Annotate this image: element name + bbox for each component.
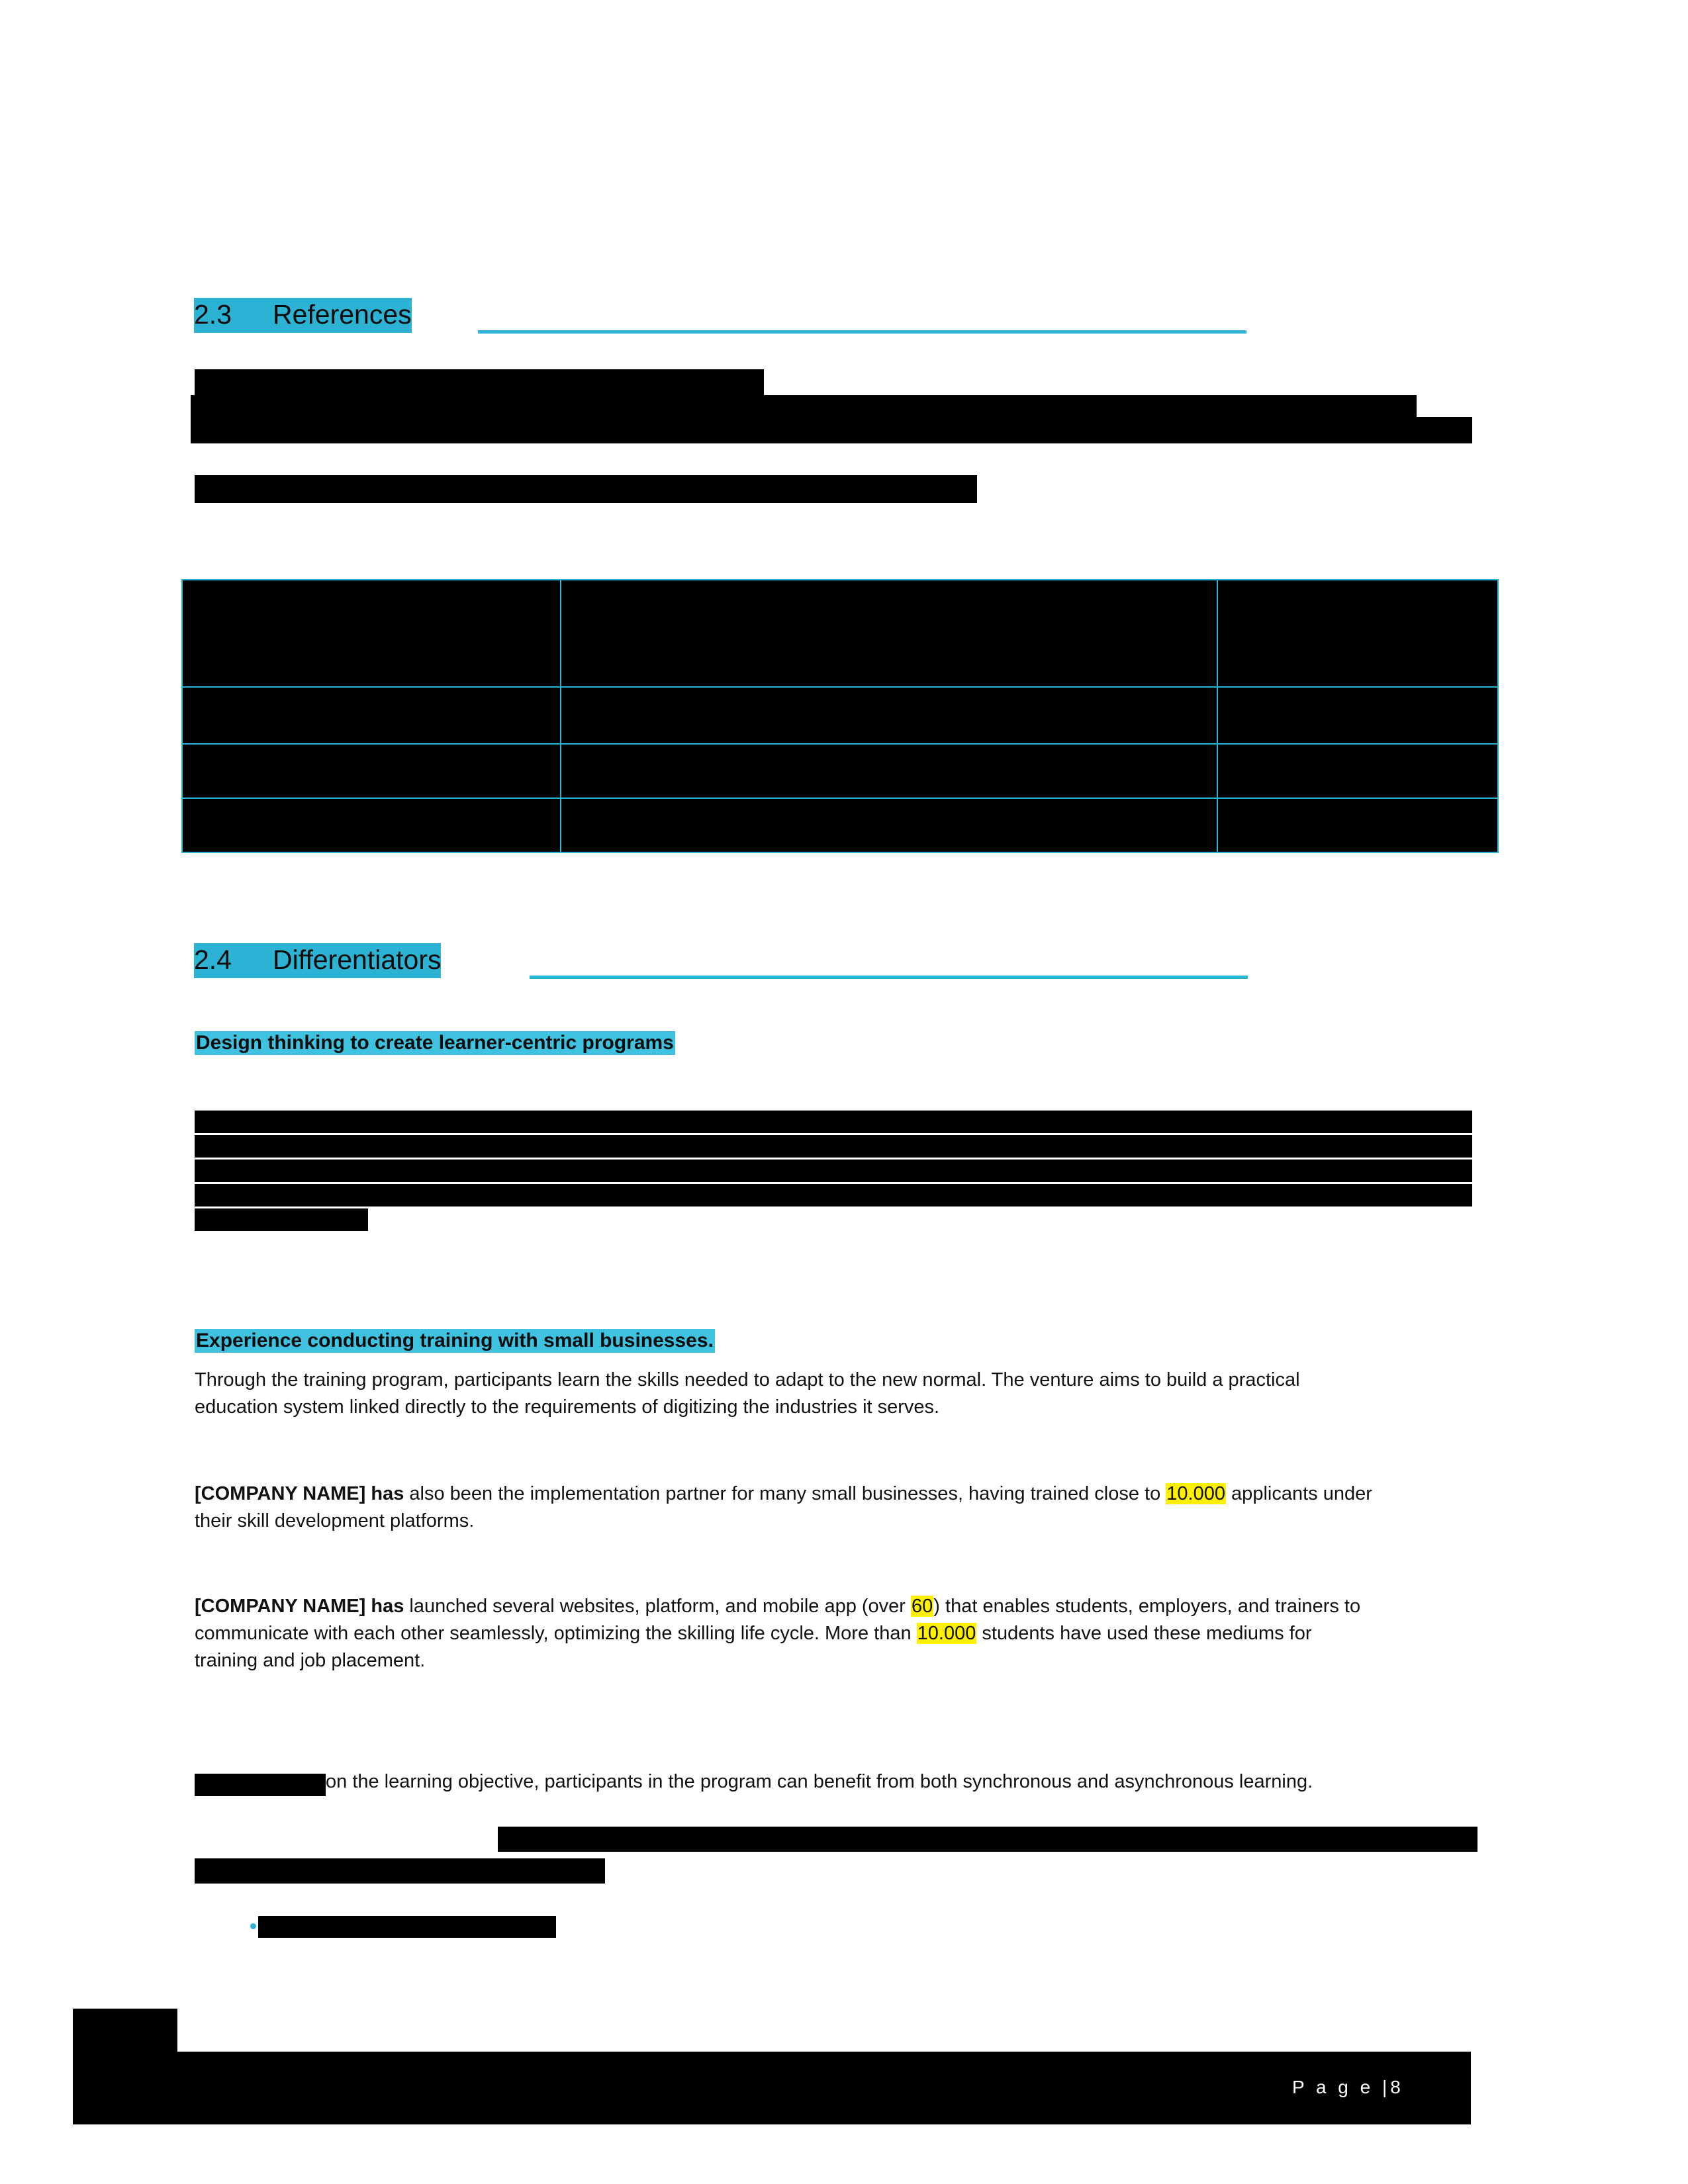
redacted-text-block <box>195 475 977 503</box>
redacted-text-block <box>195 1184 1472 1206</box>
section-title: Differentiators <box>273 943 441 978</box>
redacted-text-block <box>195 1135 1472 1158</box>
table-cell <box>561 798 1217 852</box>
redacted-text-block <box>195 1858 605 1884</box>
paragraph-text: students have used these mediums for training and job placement. <box>195 1623 1312 1671</box>
redacted-text-block <box>191 417 1472 443</box>
table-cell <box>1217 580 1498 687</box>
redacted-inline <box>498 1827 1477 1852</box>
table-cell <box>1217 687 1498 744</box>
footer-decoration <box>73 2009 177 2054</box>
redacted-inline <box>195 1774 326 1796</box>
section-number: 2.4 <box>194 943 232 978</box>
paragraph-text: ) that enables students, employers, and trainers to communicate with each other seamlessly, optimizing the skilling life cycle. More than <box>195 1596 1361 1644</box>
table-cell <box>182 744 561 798</box>
paragraph-websites-platforms <box>195 1593 1380 1674</box>
table-row <box>182 687 1498 744</box>
paragraph-implementation-partner <box>195 1480 1380 1535</box>
company-name-lead: [COMPANY NAME] has <box>195 1483 404 1504</box>
redacted-bullet-text <box>258 1916 556 1938</box>
paragraph-text: also been the implementation partner for many small businesses, having trained close to <box>404 1483 1166 1504</box>
bullet-icon <box>250 1923 256 1929</box>
table-cell <box>182 687 561 744</box>
highlight-value: 10.000 <box>917 1623 976 1644</box>
table-row <box>182 798 1498 852</box>
page-number-value: 8 <box>1390 2077 1401 2097</box>
page-label: P a g e | <box>1292 2077 1391 2097</box>
redacted-text-block <box>195 1208 368 1231</box>
table-cell <box>1217 744 1498 798</box>
highlight-value: 10.000 <box>1166 1483 1225 1504</box>
section-heading-2-3 <box>194 298 412 333</box>
table-cell <box>561 744 1217 798</box>
references-table <box>181 579 1499 853</box>
heading-rule-2-3 <box>478 330 1246 334</box>
table-row <box>182 580 1498 687</box>
sub-heading-design-thinking: Design thinking to create learner-centric programs <box>196 1032 674 1054</box>
highlight-value: 60 <box>912 1596 933 1617</box>
sub-heading-experience-training: Experience conducting training with small businesses. <box>196 1330 714 1351</box>
heading-rule-2-4 <box>530 976 1248 979</box>
section-number: 2.3 <box>194 298 232 333</box>
paragraph-training-program: Through the training program, participants learn the skills needed to adapt to the new normal. The venture aims to build a practical education system linked directly to the requirements of digitizing the industries it serves. <box>195 1369 1300 1418</box>
table-cell <box>182 580 561 687</box>
section-title: References <box>273 298 412 333</box>
page-number <box>1292 2077 1401 2098</box>
paragraph-text: launched several websites, platform, and mobile app (over <box>404 1596 912 1617</box>
paragraph-learning-objective: on the learning objective, participants in the program can benefit from both synchronous and asynchronous learning. <box>326 1771 1313 1792</box>
paragraph-text: applicants under their skill development platforms. <box>195 1483 1372 1531</box>
footer-bar <box>73 2052 1471 2124</box>
redacted-text-block <box>195 1160 1472 1182</box>
table-cell <box>561 580 1217 687</box>
redacted-text-block <box>195 1111 1472 1133</box>
table-cell <box>1217 798 1498 852</box>
table-cell <box>561 687 1217 744</box>
table-cell <box>182 798 561 852</box>
company-name-lead: [COMPANY NAME] has <box>195 1596 404 1617</box>
redacted-text-block <box>195 369 764 396</box>
section-heading-2-4 <box>194 943 441 978</box>
table-row <box>182 744 1498 798</box>
